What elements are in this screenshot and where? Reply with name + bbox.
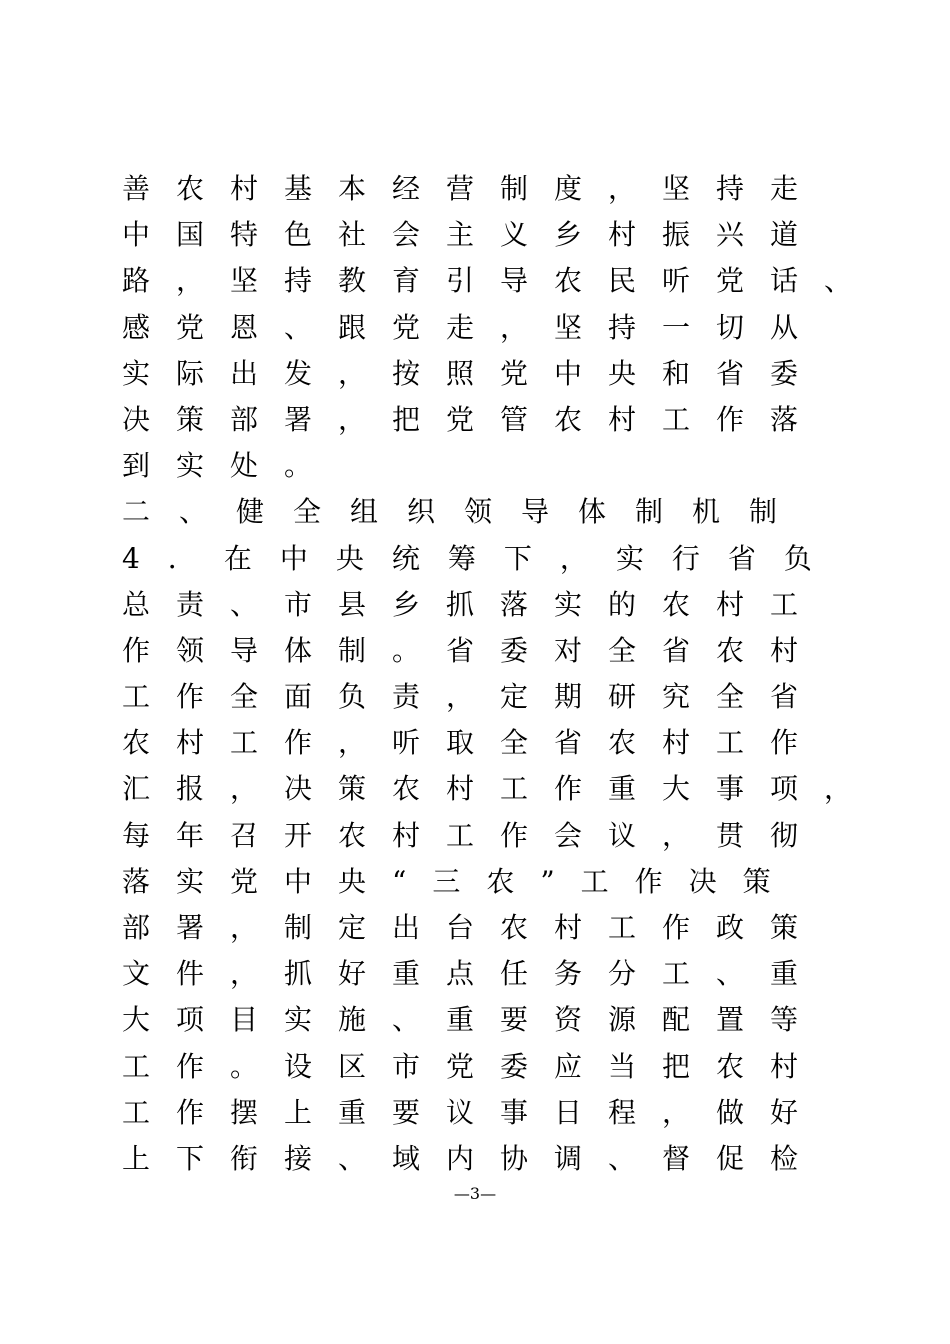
text-line: 路，坚持教育引导农民听党话、	[122, 264, 879, 298]
text-line: 工作。设区市党委应当把农村	[122, 1049, 825, 1083]
text-line: 汇报，决策农村工作重大事项，	[122, 772, 879, 806]
text-line: 每年召开农村工作会议，贯彻	[122, 818, 825, 852]
text-line: 决策部署，把党管农村工作落	[122, 402, 825, 436]
page-number: —3—	[453, 1184, 497, 1203]
numbered-paragraph-start: 4．在中央统筹下，实行省负	[122, 541, 840, 575]
text-line: 总责、市县乡抓落实的农村工	[122, 587, 825, 621]
body-text	[122, 166, 879, 1182]
text-line: 农村工作，听取全省农村工作	[122, 726, 825, 760]
text-line: 实际出发，按照党中央和省委	[122, 356, 825, 390]
text-line: 落实党中央“三农”工作决策	[122, 864, 797, 898]
section-heading: 二、健全组织领导体制机制	[122, 495, 807, 529]
text-line: 上下衔接、域内协调、督促检	[122, 1141, 825, 1175]
text-line: 文件，抓好重点任务分工、重	[122, 957, 825, 991]
text-line: 中国特色社会主义乡村振兴道	[122, 218, 825, 252]
text-line: 作领导体制。省委对全省农村	[122, 633, 825, 667]
text-line: 到实处。	[122, 449, 339, 483]
text-line: 工作全面负责，定期研究全省	[122, 680, 825, 714]
text-line: 善农村基本经营制度，坚持走	[122, 172, 825, 205]
text-line: 大项目实施、重要资源配置等	[122, 1003, 825, 1037]
text-line: 工作摆上重要议事日程，做好	[122, 1095, 825, 1129]
text-line: 感党恩、跟党走，坚持一切从	[122, 310, 825, 344]
text-line: 部署，制定出台农村工作政策	[122, 911, 825, 944]
